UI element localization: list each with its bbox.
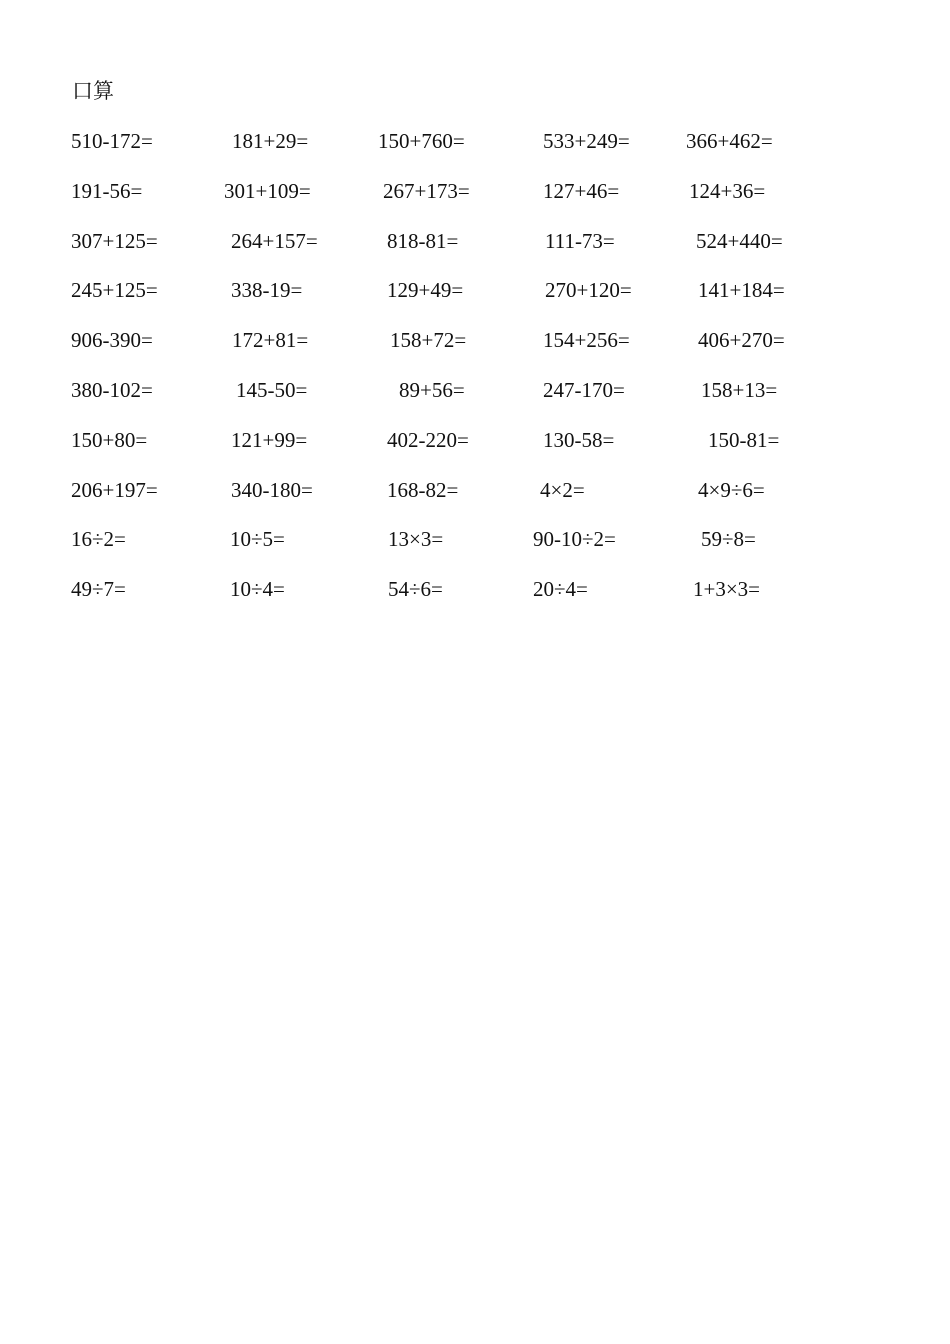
math-problem: 49÷7= (71, 577, 126, 601)
math-problem: 172+81= (232, 328, 309, 352)
math-problem: 130-58= (543, 428, 615, 452)
math-problem: 150+80= (71, 428, 148, 452)
math-problem: 89+56= (399, 378, 465, 402)
math-problem: 818-81= (387, 229, 459, 253)
math-problem: 245+125= (71, 278, 158, 302)
math-problem: 90-10÷2= (533, 527, 616, 551)
math-problem: 54÷6= (388, 577, 443, 601)
math-problem: 247-170= (543, 378, 625, 402)
math-problem: 307+125= (71, 229, 158, 253)
math-problem: 206+197= (71, 478, 158, 502)
math-problem: 4×9÷6= (698, 478, 765, 502)
math-problem: 10÷4= (230, 577, 285, 601)
math-problem: 154+256= (543, 328, 630, 352)
math-problem: 338-19= (231, 278, 303, 302)
math-problem: 340-180= (231, 478, 313, 502)
math-problem: 158+72= (390, 328, 467, 352)
math-problem: 158+13= (701, 378, 778, 402)
math-problem: 150-81= (708, 428, 780, 452)
math-problem: 129+49= (387, 278, 464, 302)
math-problem: 510-172= (71, 129, 153, 153)
math-problem: 124+36= (689, 179, 766, 203)
math-problem: 906-390= (71, 328, 153, 352)
math-problem: 267+173= (383, 179, 470, 203)
math-problem: 191-56= (71, 179, 143, 203)
math-problem: 1+3×3= (693, 577, 761, 601)
math-problem: 145-50= (236, 378, 308, 402)
math-problem: 4×2= (540, 478, 585, 502)
math-problem: 20÷4= (533, 577, 588, 601)
math-problem: 380-102= (71, 378, 153, 402)
math-problem: 366+462= (686, 129, 773, 153)
math-problem: 533+249= (543, 129, 630, 153)
math-problem: 59÷8= (701, 527, 756, 551)
math-problem: 150+760= (378, 129, 465, 153)
math-problem: 168-82= (387, 478, 459, 502)
math-problem: 127+46= (543, 179, 620, 203)
math-problem: 111-73= (545, 229, 615, 253)
math-problem: 10÷5= (230, 527, 285, 551)
math-problem: 121+99= (231, 428, 308, 452)
math-problem: 402-220= (387, 428, 469, 452)
math-problem: 270+120= (545, 278, 632, 302)
math-problem: 181+29= (232, 129, 309, 153)
math-problem: 16÷2= (71, 527, 126, 551)
math-problem: 264+157= (231, 229, 318, 253)
math-problem: 301+109= (224, 179, 311, 203)
math-problem: 406+270= (698, 328, 785, 352)
math-problem: 13×3= (388, 527, 444, 551)
page-title: 口算 (72, 79, 114, 103)
math-problem: 141+184= (698, 278, 785, 302)
math-problem: 524+440= (696, 229, 783, 253)
